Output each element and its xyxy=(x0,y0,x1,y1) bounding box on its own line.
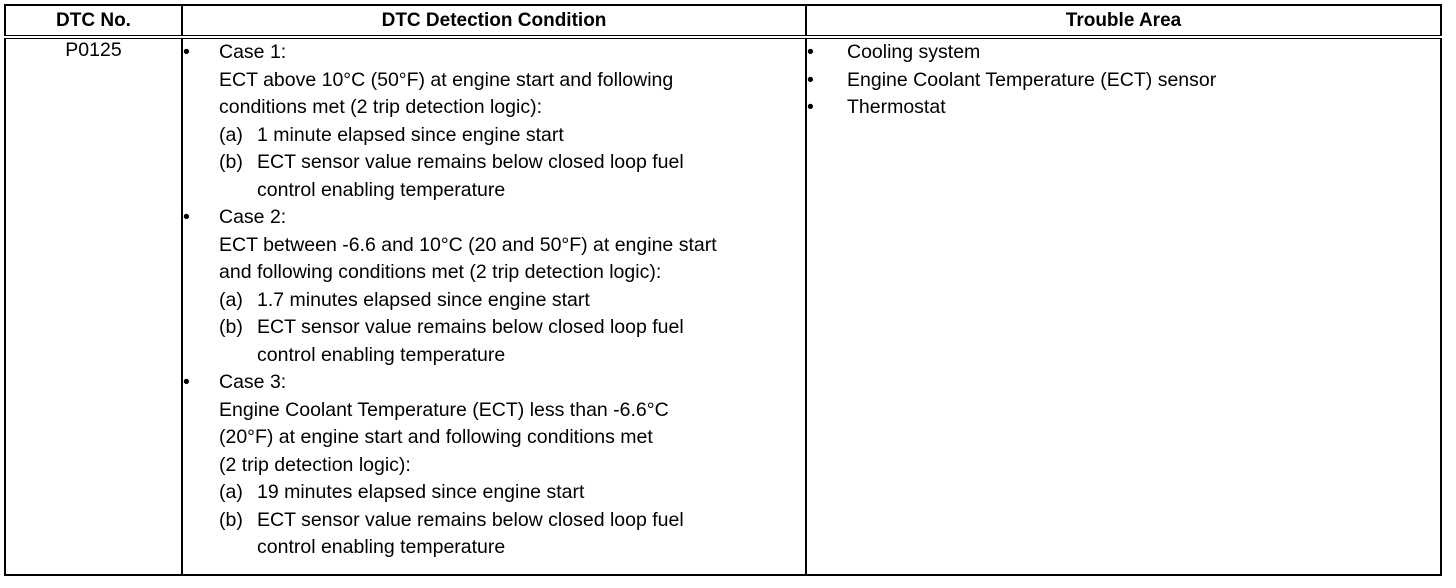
trouble-area-text: Cooling system xyxy=(847,41,981,63)
table-row xyxy=(5,37,1441,575)
dtc-table xyxy=(4,4,1442,576)
sub-text: 1.7 minutes elapsed since engine start xyxy=(257,288,590,311)
sub-label: (b) xyxy=(219,151,243,173)
case-1 xyxy=(183,39,805,204)
header-trouble-area: Trouble Area xyxy=(806,5,1441,37)
sub-text: 19 minutes elapsed since engine start xyxy=(257,481,585,503)
detection-condition-cell xyxy=(182,37,806,575)
sub-label: (a) xyxy=(219,481,243,503)
trouble-area-text: Engine Coolant Temperature (ECT) sensor xyxy=(847,68,1217,91)
sub-label: (b) xyxy=(219,316,243,338)
trouble-area-text: Thermostat xyxy=(847,96,946,118)
case-2 xyxy=(183,204,805,369)
case-text: (2 trip detection logic): xyxy=(219,453,411,476)
case-text: ECT above 10°C (50°F) at engine start and following xyxy=(219,68,674,91)
sub-condition xyxy=(219,507,805,562)
list-item xyxy=(807,94,1440,122)
sub-text: ECT sensor value remains below closed loop fuel xyxy=(257,316,684,338)
sub-label: (a) xyxy=(219,123,243,146)
case-title: Case 2: xyxy=(219,206,287,228)
sub-text: 1 minute elapsed since engine start xyxy=(257,123,564,146)
case-text: (20°F) at engine start and following conditions met xyxy=(219,426,653,448)
sub-text: control enabling temperature xyxy=(257,343,506,366)
sub-condition xyxy=(219,479,805,507)
bullet-icon: • xyxy=(807,96,814,118)
dtc-code: P0125 xyxy=(65,39,122,61)
bullet-icon: • xyxy=(807,68,814,91)
bullet-icon: • xyxy=(183,206,190,228)
list-item xyxy=(807,39,1440,67)
sub-text: ECT sensor value remains below closed loop fuel xyxy=(257,151,684,173)
case-title: Case 3: xyxy=(219,371,287,393)
bullet-icon: • xyxy=(807,41,814,63)
bullet-icon: • xyxy=(183,371,190,393)
sub-text: control enabling temperature xyxy=(257,536,506,558)
header-dtc-no: DTC No. xyxy=(5,5,182,37)
dtc-code-cell xyxy=(5,37,182,575)
header-detection-condition: DTC Detection Condition xyxy=(182,5,806,37)
sub-label: (b) xyxy=(219,508,243,531)
case-title: Case 1: xyxy=(219,41,287,63)
case-text: conditions met (2 trip detection logic): xyxy=(219,96,542,118)
case-text: Engine Coolant Temperature (ECT) less than -6.6°C xyxy=(219,398,669,421)
sub-text: control enabling temperature xyxy=(257,178,506,201)
case-3 xyxy=(183,369,805,562)
sub-condition xyxy=(219,314,805,369)
sub-text: ECT sensor value remains below closed loop fuel xyxy=(257,508,684,531)
sub-condition xyxy=(219,149,805,204)
sub-label: (a) xyxy=(219,288,243,311)
list-item xyxy=(807,67,1440,95)
sub-condition xyxy=(219,122,805,150)
case-text: ECT between -6.6 and 10°C (20 and 50°F) at engine start xyxy=(219,233,717,256)
sub-condition xyxy=(219,287,805,315)
header-row xyxy=(5,5,1441,37)
bullet-icon: • xyxy=(183,41,190,63)
case-text: and following conditions met (2 trip detection logic): xyxy=(219,261,662,283)
trouble-area-cell xyxy=(806,37,1441,575)
